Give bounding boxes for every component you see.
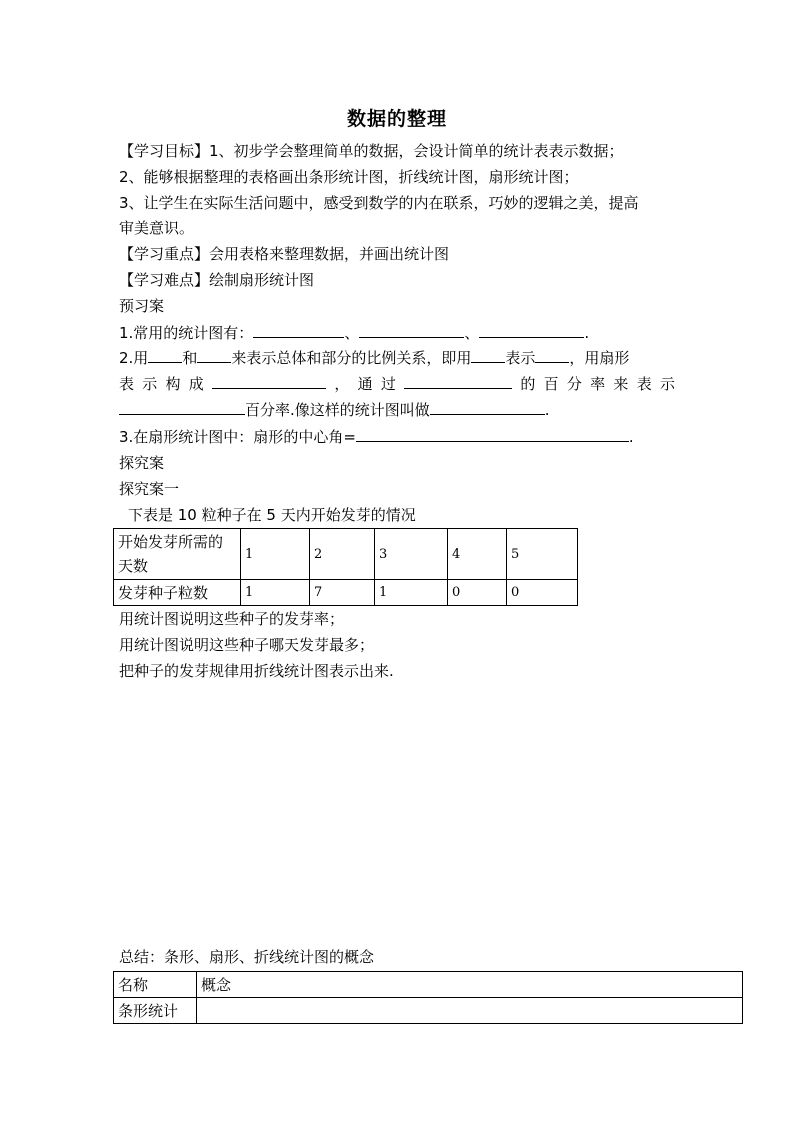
table-cell: 7 (310, 580, 375, 606)
table-row (114, 972, 743, 998)
q2-char: 构 (165, 375, 181, 393)
answer-blank-2g[interactable] (119, 400, 245, 415)
table-cell: 1 (241, 529, 310, 580)
task-2: 用统计图说明这些种子哪天发芽最多； (119, 636, 375, 654)
table-cell: 2 (310, 529, 375, 580)
table-cell: 0 (507, 580, 578, 606)
table-cell: 3 (375, 529, 448, 580)
answer-blank-2e[interactable] (212, 374, 326, 389)
answer-blank-2f[interactable] (404, 374, 512, 389)
question-2-line-2 (119, 374, 675, 394)
key-point-line (119, 244, 449, 264)
row-name-bar-chart: 条形统计 (114, 998, 197, 1024)
table-row (114, 580, 578, 606)
answer-blank-2c[interactable] (471, 348, 505, 363)
col-header-concept: 概念 (197, 972, 743, 998)
q2-text-d: 表示 (505, 349, 536, 367)
key-point-text: 会用表格来整理数据，并画出统计图 (209, 245, 450, 263)
objectives-line-1 (119, 141, 624, 161)
table-row (114, 529, 578, 580)
q2-char: 表 (636, 375, 652, 393)
question-1-prefix: 1.常用的统计图有： (119, 324, 254, 342)
question-3-end: . (628, 428, 634, 446)
row-concept-bar-chart[interactable] (197, 998, 743, 1024)
summary-table (113, 971, 743, 1024)
answer-blank-2d[interactable] (535, 348, 569, 363)
question-2-line-3 (119, 400, 550, 420)
question-2-line-1 (119, 348, 629, 368)
answer-blank-1c[interactable] (479, 323, 584, 338)
row-header-days: 开始发芽所需的天数 (114, 529, 241, 580)
row-header-seed-count: 发芽种子粒数 (114, 580, 241, 606)
q2-char: 分 (566, 375, 582, 393)
table-row (114, 998, 743, 1024)
objectives-line-4: 审美意识。 (119, 219, 195, 237)
table-cell: 1 (241, 580, 310, 606)
q2-char: 成 (188, 375, 204, 393)
objectives-text-1: 1、初步学会整理简单的数据，会设计简单的统计表表示数据； (209, 142, 624, 160)
table-cell: 0 (448, 580, 507, 606)
q2-text-e: ，用扇形 (569, 349, 630, 367)
q2-text-l3: 百分率.像这样的统计图叫做 (245, 401, 430, 419)
answer-blank-2a[interactable] (148, 348, 182, 363)
task-3: 把种子的发芽规律用折线统计图表示出来. (119, 662, 394, 680)
q2-char: 率 (590, 375, 606, 393)
q2-char: 示 (659, 375, 675, 393)
objectives-line-3: 3、让学生在实际生活问题中，感受到数学的内在联系，巧妙的逻辑之美，提高 (119, 194, 639, 212)
q2-char: 表 (119, 375, 135, 393)
q2-char: 通 (357, 375, 373, 393)
q2-char: 过 (380, 375, 396, 393)
task-1: 用统计图说明这些种子的发芽率； (119, 610, 345, 628)
page-title: 数据的整理 (346, 108, 447, 130)
table-cell: 5 (507, 529, 578, 580)
question-3 (119, 427, 634, 447)
table-cell: 4 (448, 529, 507, 580)
explore-heading: 探究案 (119, 454, 165, 472)
q2-text-a: 2.用 (119, 349, 149, 367)
preview-heading: 预习案 (119, 297, 165, 315)
answer-blank-1a[interactable] (253, 323, 344, 338)
q2-char: 百 (543, 375, 559, 393)
difficulty-label: 【学习难点】 (119, 271, 210, 289)
summary-heading: 总结：条形、扇形、折线统计图的概念 (119, 948, 375, 966)
question-1-sep-2: 、 (464, 324, 480, 342)
answer-blank-1b[interactable] (359, 323, 464, 338)
seed-germination-table (113, 528, 578, 606)
q2-char: 示 (142, 375, 158, 393)
answer-blank-3[interactable] (356, 427, 629, 442)
q2-char: 来 (613, 375, 629, 393)
explore-1-heading: 探究案一 (119, 480, 180, 498)
table-intro: 下表是 10 粒种子在 5 天内开始发芽的情况 (128, 506, 416, 524)
q2-comma: ， (334, 375, 350, 393)
key-point-label: 【学习重点】 (119, 245, 210, 263)
difficulty-line (119, 270, 314, 290)
difficulty-text: 绘制扇形统计图 (209, 271, 315, 289)
objectives-line-2: 2、能够根据整理的表格画出条形统计图，折线统计图，扇形统计图； (119, 168, 579, 186)
question-3-prefix: 3.在扇形统计图中：扇形的中心角= (119, 428, 356, 446)
q2-end: . (544, 401, 550, 419)
answer-blank-2b[interactable] (197, 348, 231, 363)
objectives-label: 【学习目标】 (119, 142, 210, 160)
question-1 (119, 323, 589, 343)
answer-blank-2h[interactable] (430, 400, 545, 415)
q2-text-b: 和 (182, 349, 198, 367)
question-1-end: . (584, 324, 590, 342)
question-1-sep-1: 、 (344, 324, 360, 342)
table-cell: 1 (375, 580, 448, 606)
q2-text-c: 来表示总体和部分的比例关系，即用 (231, 349, 472, 367)
col-header-name: 名称 (114, 972, 197, 998)
q2-char: 的 (520, 375, 536, 393)
